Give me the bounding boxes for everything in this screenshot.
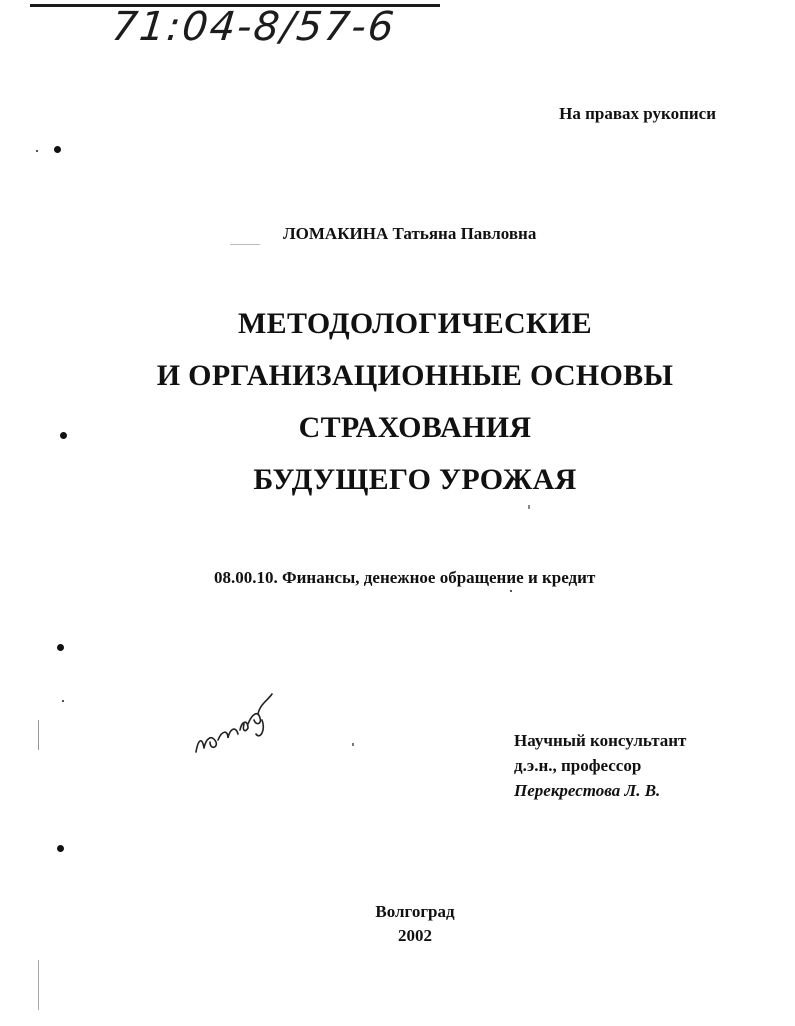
title-line: И ОРГАНИЗАЦИОННЫЕ ОСНОВЫ <box>156 359 674 392</box>
scan-speck <box>528 505 530 509</box>
scan-speck <box>62 700 64 702</box>
handwritten-signature <box>188 690 278 760</box>
scan-speck <box>38 960 39 1010</box>
consultant-name: Перекрестова Л. В. <box>514 781 661 800</box>
author-name: ЛОМАКИНА Татьяна Павловна <box>283 224 537 243</box>
imprint <box>0 900 795 948</box>
manuscript-rights-label: На правах рукописи <box>559 104 716 123</box>
binding-hole-mark <box>57 845 64 852</box>
city: Волгоград <box>375 902 455 921</box>
title-line: БУДУЩЕГО УРОЖАЯ <box>253 463 577 496</box>
scan-speck <box>352 743 354 746</box>
scan-speck <box>230 244 260 245</box>
catalog-number: 71:04-8/57-6 <box>109 4 398 50</box>
dissertation-title <box>0 298 795 506</box>
consultant-role: Научный консультант <box>514 731 687 750</box>
title-line: МЕТОДОЛОГИЧЕСКИЕ <box>238 307 592 340</box>
binding-hole-mark <box>57 644 64 651</box>
consultant-degree: д.э.н., профессор <box>514 756 642 775</box>
scan-speck <box>510 590 512 592</box>
year: 2002 <box>398 926 432 945</box>
scan-speck <box>38 720 39 750</box>
specialty-code: 08.00.10. Финансы, денежное обращение и кредит <box>214 568 596 587</box>
binding-hole-mark <box>60 432 67 439</box>
scientific-consultant <box>514 728 686 803</box>
scan-speck <box>36 150 38 152</box>
title-line: СТРАХОВАНИЯ <box>298 411 532 444</box>
binding-hole-mark <box>54 146 61 153</box>
